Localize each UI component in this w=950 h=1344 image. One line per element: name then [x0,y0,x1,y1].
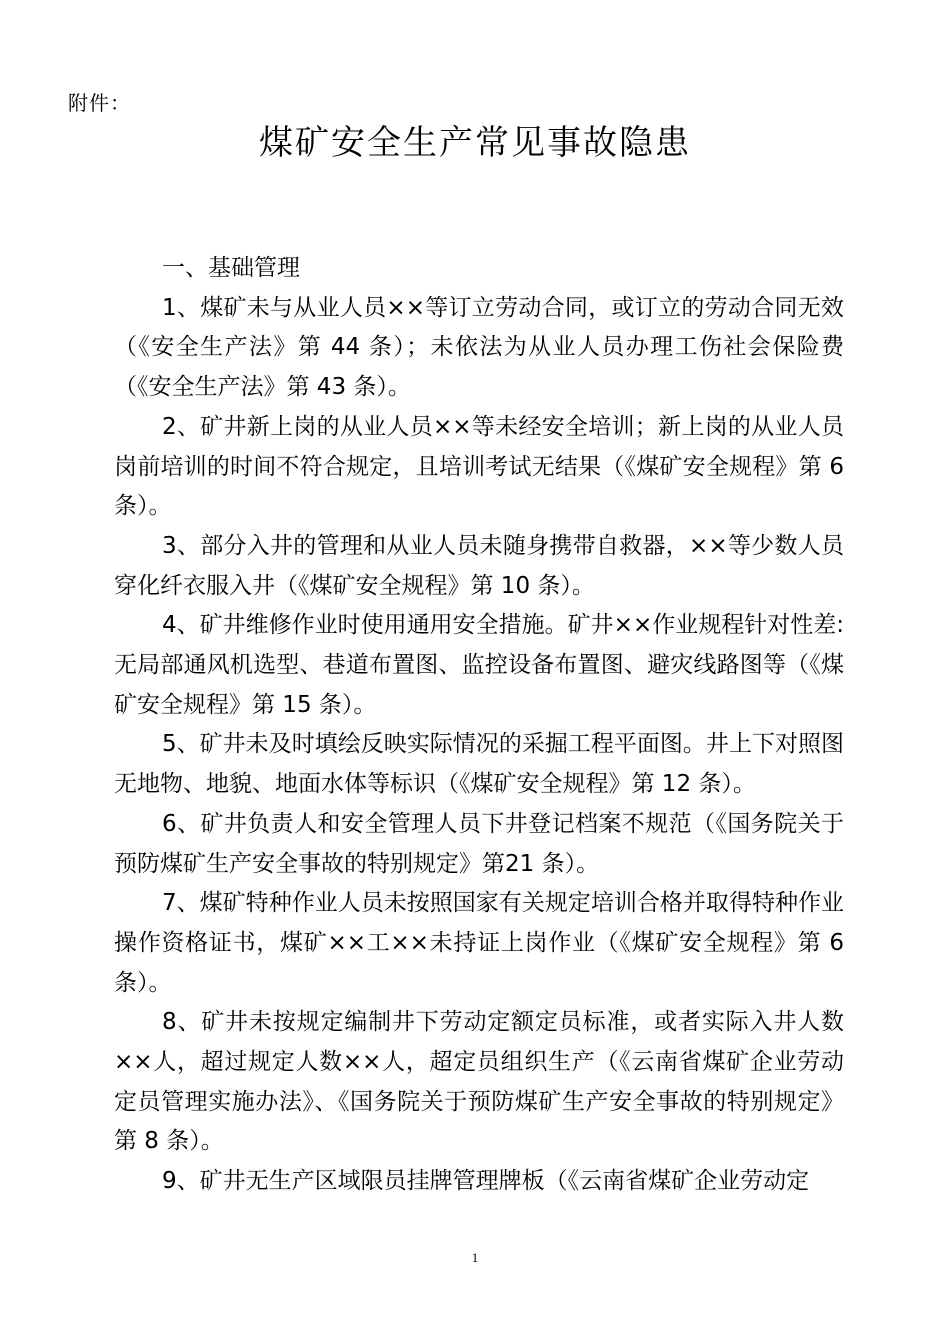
page-number: 1 [471,1250,479,1265]
attachment-label: 附件： [68,91,131,115]
list-item: 5、矿井未及时填绘反映实际情况的采掘工程平面图。井上下对照图无地物、地貌、地面水体等标识（《煤矿安全规程》第 12 条）。 [114,731,844,798]
document-body [114,249,844,1202]
list-item: 1、煤矿未与从业人员××等订立劳动合同，或订立的劳动合同无效（《安全生产法》第 44 条）；未依法为从业人员办理工伤社会保险费（《安全生产法》第 43 条）。 [114,294,844,401]
list-item: 3、部分入井的管理和从业人员未随身携带自救器，××等少数人员穿化纤衣服入井（《煤矿安全规程》第 10 条）。 [114,532,844,599]
list-item: 2、矿井新上岗的从业人员××等未经安全培训；新上岗的从业人员岗前培训的时间不符合规定，且培训考试无结果（《煤矿安全规程》第 6 条）。 [114,413,844,520]
section-heading: 一、基础管理 [162,255,300,281]
list-item: 8、矿井未按规定编制井下劳动定额定员标准，或者实际入井人数××人，超过规定人数××人，超定员组织生产（《云南省煤矿企业劳动定员管理实施办法》、《国务院关于预防煤矿生产安全事故的特别规定》第 8 条）。 [114,1009,844,1155]
list-item: 9、矿井无生产区域限员挂牌管理牌板（《云南省煤矿企业劳动定 [162,1168,810,1195]
list-item: 7、煤矿特种作业人员未按照国家有关规定培训合格并取得特种作业操作资格证书，煤矿××工××未持证上岗作业（《煤矿安全规程》第 6 条）。 [114,890,844,996]
list-item: 4、矿井维修作业时使用通用安全措施。矿井××作业规程针对性差:无局部通风机选型、巷道布置图、监控设备布置图、避灾线路图等（《煤矿安全规程》第 15 条）。 [114,612,844,718]
document-title: 煤矿安全生产常见事故隐患 [259,123,691,163]
list-item: 6、矿井负责人和安全管理人员下井登记档案不规范（《国务院关于预防煤矿生产安全事故的特别规定》第21 条）。 [114,810,844,877]
